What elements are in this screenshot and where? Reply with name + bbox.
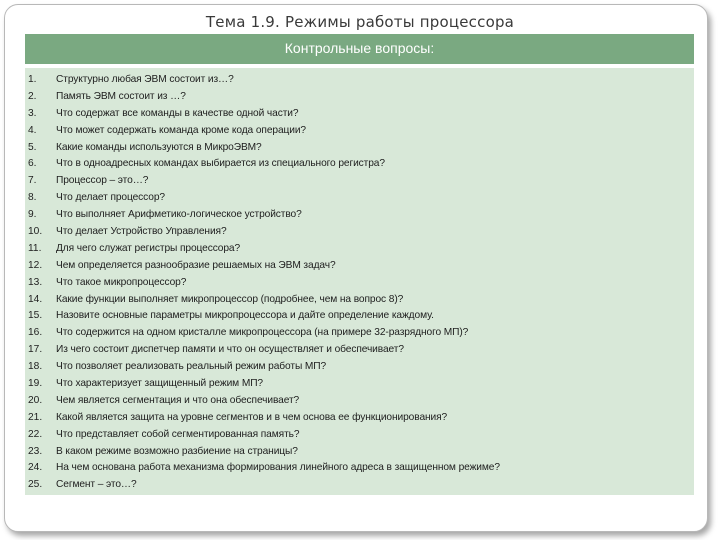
question-item: [25, 105, 694, 122]
question-text: Что содержат все команды в качестве одной части?: [56, 107, 299, 119]
question-number: 1.: [28, 73, 37, 85]
question-number: 10.: [28, 225, 43, 237]
question-text: В каком режиме возможно разбиение на страницы?: [56, 445, 298, 457]
question-text: Что содержится на одном кристалле микропроцессора (на примере 32-разрядного МП)?: [56, 327, 469, 339]
question-number: 18.: [28, 361, 43, 373]
question-number: 11.: [28, 242, 42, 254]
slide-title: Тема 1.9. Режимы работы процессора: [205, 13, 515, 31]
question-text: Что представляет собой сегментированная память?: [56, 428, 300, 440]
question-text: Что такое микропроцессор?: [56, 276, 187, 288]
question-text: Что делает Устройство Управления?: [56, 225, 227, 237]
section-header: Контрольные вопросы:: [25, 34, 694, 64]
question-item: [25, 257, 694, 274]
question-number: 2.: [28, 90, 37, 102]
question-number: 15.: [28, 310, 43, 322]
question-item: [25, 341, 694, 358]
question-number: 9.: [28, 209, 37, 221]
question-text: Память ЭВМ состоит из …?: [56, 90, 186, 102]
question-number: 4.: [28, 124, 37, 136]
question-text: Что делает процессор?: [56, 192, 165, 204]
question-text: На чем основана работа механизма формирования линейного адреса в защищенном режиме?: [56, 462, 500, 474]
question-item: [25, 274, 694, 291]
question-item: [25, 307, 694, 324]
question-text: Что характеризует защищенный режим МП?: [56, 377, 263, 389]
question-item: [25, 409, 694, 426]
question-number: 24.: [28, 462, 43, 474]
question-item: [25, 375, 694, 392]
question-number: 3.: [28, 107, 37, 119]
question-item: [25, 88, 694, 105]
question-text: Процессор – это…?: [56, 175, 149, 187]
question-text: Из чего состоит диспетчер памяти и что он осуществляет и обеспечивает?: [56, 344, 404, 356]
question-number: 12.: [28, 259, 43, 271]
question-number: 13.: [28, 276, 43, 288]
question-number: 5.: [28, 141, 37, 153]
question-item: [25, 206, 694, 223]
question-number: 21.: [28, 411, 43, 423]
question-text: Что выполняет Арифметико-логическое устройство?: [56, 209, 302, 221]
question-item: [25, 155, 694, 172]
question-item: [25, 392, 694, 409]
question-number: 6.: [28, 158, 37, 170]
questions-panel: [25, 66, 694, 495]
question-item: [25, 443, 694, 460]
question-text: Чем определяется разнообразие решаемых на ЭВМ задач?: [56, 259, 336, 271]
question-number: 19.: [28, 377, 43, 389]
question-text: Назовите основные параметры микропроцессора и дайте определение каждому.: [56, 310, 434, 322]
question-item: [25, 291, 694, 308]
question-number: 7.: [28, 175, 37, 187]
question-text: Что в одноадресных командах выбирается из специального регистра?: [56, 158, 385, 170]
question-number: 17.: [28, 344, 43, 356]
question-item: [25, 172, 694, 189]
question-text: Какой является защита на уровне сегментов и в чем основа ее функционирования?: [56, 411, 448, 423]
question-text: Что может содержать команда кроме кода операции?: [56, 124, 306, 136]
question-item: [25, 189, 694, 206]
question-text: Сегмент – это…?: [56, 479, 137, 491]
question-number: 23.: [28, 445, 43, 457]
question-item: [25, 459, 694, 476]
question-item: [25, 122, 694, 139]
question-text: Что позволяет реализовать реальный режим работы МП?: [56, 361, 327, 373]
question-number: 22.: [28, 428, 43, 440]
question-item: [25, 426, 694, 443]
question-item: [25, 358, 694, 375]
question-number: 14.: [28, 293, 43, 305]
question-number: 25.: [28, 479, 43, 491]
question-number: 20.: [28, 394, 43, 406]
question-text: Для чего служат регистры процессора?: [56, 242, 241, 254]
question-item: [25, 476, 694, 493]
question-text: Чем является сегментация и что она обеспечивает?: [56, 394, 300, 406]
question-text: Какие функции выполняет микропроцессор (подробнее, чем на вопрос 8)?: [56, 293, 404, 305]
question-text: Структурно любая ЭВМ состоит из…?: [56, 73, 234, 85]
question-item: [25, 240, 694, 257]
questions-list: [25, 68, 694, 493]
question-item: [25, 324, 694, 341]
question-number: 8.: [28, 192, 37, 204]
question-text: Какие команды используются в МикроЭВМ?: [56, 141, 262, 153]
question-item: [25, 71, 694, 88]
question-item: [25, 139, 694, 156]
question-number: 16.: [28, 327, 43, 339]
question-item: [25, 223, 694, 240]
